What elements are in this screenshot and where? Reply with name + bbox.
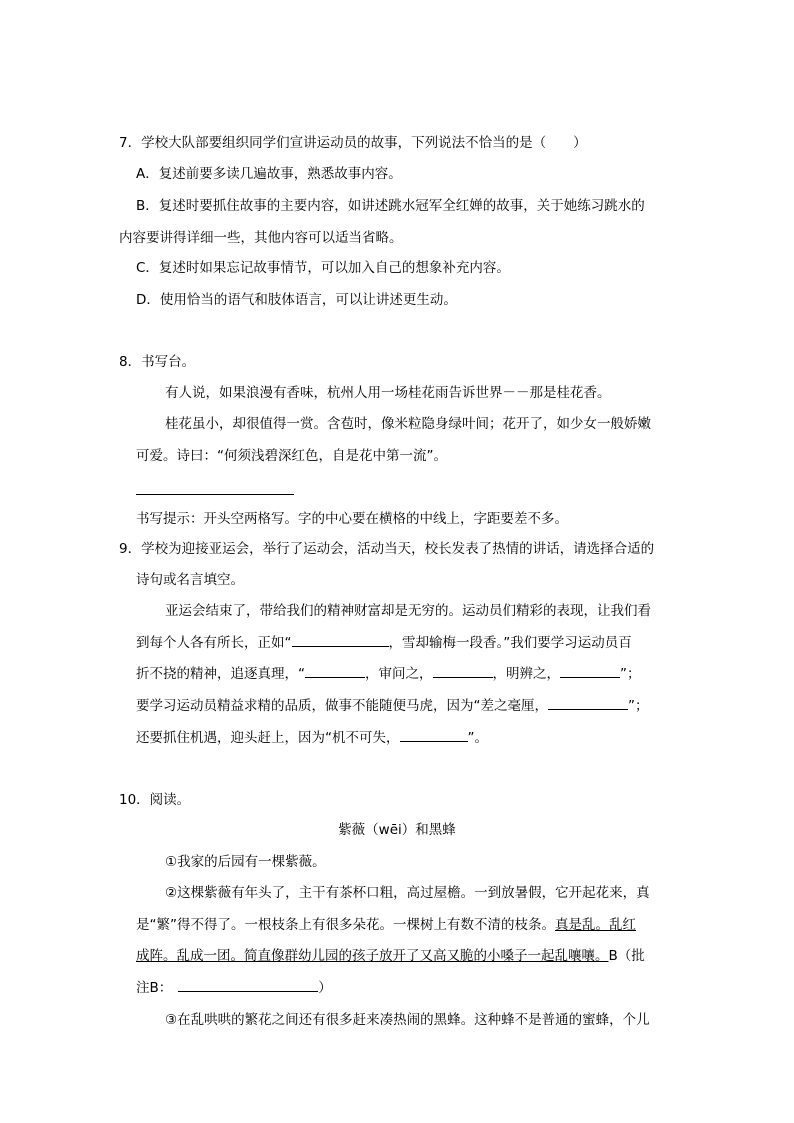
passage-paragraph-2-line-3: [136, 947, 645, 965]
q8-paragraph-2-cont: 可爱。诗曰：“何须浅碧深红色，自是花中第一流”。: [136, 448, 447, 464]
q8-stem: 8．书写台。: [119, 354, 196, 370]
blank-4[interactable]: [560, 664, 620, 678]
q9-line-1: 亚运会结束了，带给我们的精神财富却是无穷的。运动员们精彩的表现，让我们看: [165, 603, 651, 619]
annotation-end: ）: [318, 980, 332, 996]
passage-paragraph-2-line-2: [136, 916, 636, 934]
q9-stem: 9．学校为迎接亚运会，举行了运动会，活动当天，校长发表了热情的讲话，请选择合适的: [119, 541, 655, 557]
passage-title: 紫薇（wēi）和黑蜂: [338, 822, 456, 838]
q8-paragraph-1: 有人说，如果浪漫有香味，杭州人用一场桂花雨告诉世界－－那是桂花香。: [165, 385, 611, 401]
underlined-sentence: 真是乱。乱红: [555, 917, 636, 933]
writing-line[interactable]: [136, 494, 294, 495]
q9-line-2-text-a: 到每个人各有所长，正如“: [136, 635, 292, 651]
q9-line-3: [136, 664, 641, 683]
q9-line-5-text-a: 还要抓住机遇，迎头赶上，因为“机不可失，: [136, 730, 400, 746]
passage-paragraph-2: ②这棵紫薇有年头了，主干有茶杯口粗，高过屋檐。一到放暑假，它开起花来，真: [165, 885, 650, 901]
underlined-sentence-cont: 成阵。乱成一团。简直像群幼儿园的孩子放开了又高又脆的小嗓子一起乱嚷嚷。: [136, 948, 609, 964]
q7-option-b: B．复述时要抓住故事的主要内容，如讲述跳水冠军全红婵的故事，关于她练习跳水的: [136, 198, 645, 214]
annotation-blank[interactable]: [178, 978, 318, 992]
q9-line-2-text-b: ，雪却输梅一段香。”我们要学习运动员百: [388, 635, 632, 651]
q7-option-d: D．使用恰当的语气和肢体语言，可以让讲述更生动。: [136, 292, 457, 308]
q9-line-2: [136, 633, 632, 652]
q9-line-3-text-b: ，审问之，: [365, 666, 433, 682]
q9-line-4: [136, 696, 649, 715]
q9-line-3-text-d: ”；: [620, 666, 641, 682]
q9-line-4-text-a: 要学习运动员精益求精的品质，做事不能随便马虎，因为“差之毫厘，: [136, 698, 548, 714]
q7-option-b-cont: 内容要讲得详细一些，其他内容可以适当省略。: [119, 230, 403, 246]
q7-option-c: C．复述时如果忘记故事情节，可以加入自己的想象补充内容。: [136, 260, 510, 276]
blank-3[interactable]: [433, 664, 493, 678]
q9-line-3-text-a: 折不挠的精神，追逐真理，“: [136, 666, 305, 682]
q9-line-4-text-b: ”；: [628, 698, 649, 714]
q9-line-3-text-c: ，明辨之，: [492, 666, 560, 682]
p2-text: 是“繁”得不得了。一根枝条上有很多朵花。一棵树上有数不清的枝条。: [136, 917, 555, 933]
annotation-label: B（批: [608, 948, 645, 964]
blank-2[interactable]: [305, 664, 365, 678]
blank-6[interactable]: [400, 728, 468, 742]
q8-hint: 书写提示：开头空两格写。字的中心要在横格的中线上，字距要差不多。: [136, 511, 568, 527]
q10-stem: 10．阅读。: [119, 792, 191, 808]
q9-line-5: [136, 728, 488, 747]
q7-option-a: A．复述前要多读几遍故事，熟悉故事内容。: [136, 166, 402, 182]
q7-stem: 7．学校大队部要组织同学们宣讲运动员的故事，下列说法不恰当的是（ ）: [119, 135, 587, 151]
q9-stem-cont: 诗句或名言填空。: [136, 572, 244, 588]
blank-1[interactable]: [292, 633, 389, 647]
passage-paragraph-1: ①我家的后园有一棵紫薇。: [165, 854, 326, 870]
q8-paragraph-2: 桂花虽小，却很值得一赏。含苞时，像米粒隐身绿叶间；花开了，如少女一般娇嫩: [165, 416, 651, 432]
passage-paragraph-3: ③在乱哄哄的繁花之间还有很多赶来凑热闹的黑蜂。这种蜂不是普通的蜜蜂，个儿: [165, 1012, 650, 1028]
q9-line-5-text-b: ”。: [467, 730, 488, 746]
passage-paragraph-2-line-4: [136, 978, 332, 997]
annotation-prefix: 注B：: [136, 980, 173, 996]
blank-5[interactable]: [548, 696, 628, 710]
